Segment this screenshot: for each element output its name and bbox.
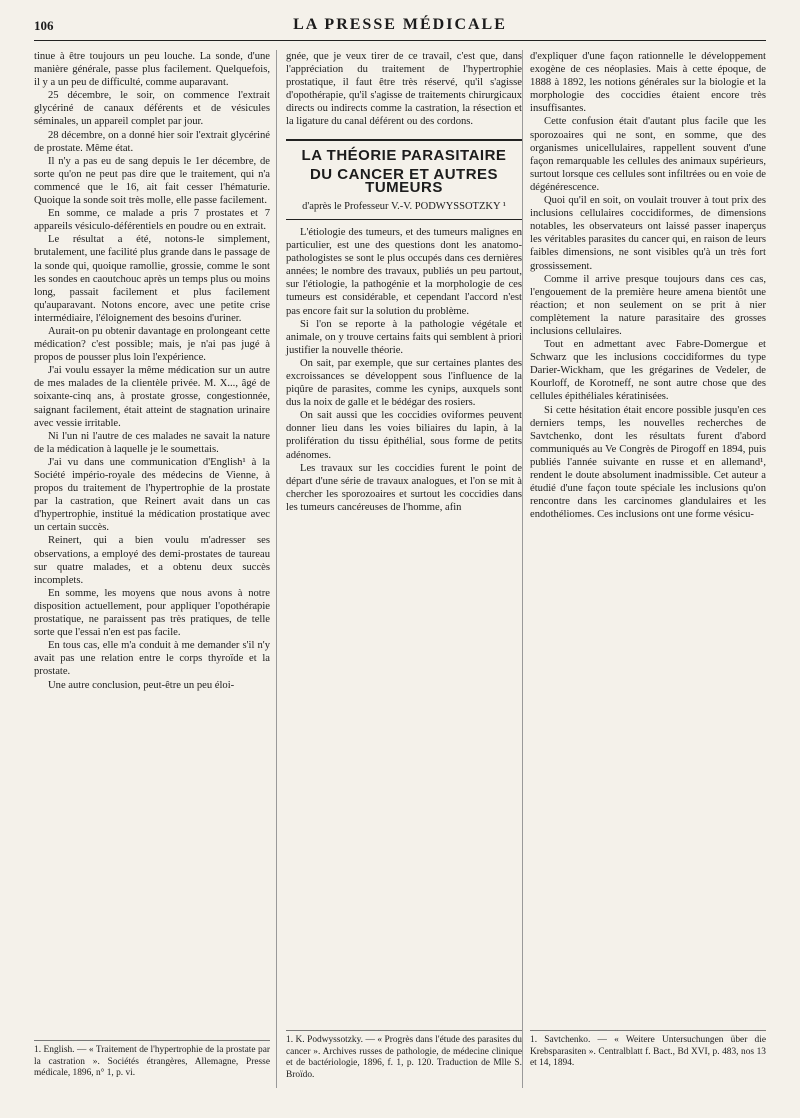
paragraph: Il n'y a pas eu de sang depuis le 1er décembre, de sorte qu'on ne peut pas dire que le traitement, qui n'a commencé que le 16, ait fait cesser l'hématurie. Quoique la sonde soit très molle, elle passe facilement. — [34, 155, 270, 207]
column-left — [34, 50, 270, 692]
paragraph: 28 décembre, on a donné hier soir l'extrait glycériné de prostate. Même état. — [34, 129, 270, 154]
paragraph: Tout en admettant avec Fabre-Domergue et Schwarz que les inclusions coccidiformes du type Darier-Wickham, que les grégarines de Vedeler, de Kourloff, de Korotneff, ne sont autre chose que des cellules épithéliales kératinisées. — [530, 339, 766, 403]
paragraph: J'ai voulu essayer la même médication sur un autre de mes malades de la clientèle privée. M. X..., âgé de soixante-cinq ans, à prostate grosse, congestionnée, saignant facilement, était atteint de stagnation urinaire avec vessie irritable. — [34, 365, 270, 429]
paragraph: On sait, par exemple, que sur certaines plantes des excroissances se développent sous l'influence de la piqûre de parasites, comme les cynips, auxquels sont dus la noix de galle et le bédégar des rosiers. — [286, 357, 522, 409]
paragraph: Une autre conclusion, peut-être un peu éloi- — [48, 679, 235, 691]
paragraph: Le résultat a été, notons-le simplement, brutalement, une facilité plus grande dans le passage de la sonde qui, quoique ramollie, grossie, comme le sont les sondes en caoutchouc après un temps plus ou moins long, passait facilement et plus facilement qu'auparavant. Notons encore, avec une petite crise intermédiaire, l'éloignement des besoins d'uriner. — [34, 234, 270, 324]
paragraph: Quoi qu'il en soit, on voulait trouver à tout prix des inclusions cellulaires coccidiformes, de dimensions notables, les observateurs ont laissé passer inaperçus les véritables parasites du cancer qui, en raison de leurs faibles dimensions, ne sont visibles qu'à un très fort grossissement. — [530, 195, 766, 272]
footnote-right: 1. Savtchenko. — « Weitere Untersuchungen über die Krebsparasiten ». Centralblatt f. Bact., Bd XVI, p. 483, nos 13 et 14, 1894. — [530, 1030, 766, 1070]
article-byline: d'après le Professeur V.-V. PODWYSSOTZKY ¹ — [302, 200, 506, 212]
paragraph: gnée, que je veux tirer de ce travail, c'est que, dans l'appréciation du traitement de l'hypertrophie prostatique, il faut être très réservé, qu'il s'agisse d'opothérapie, qu'il s'agisse de traitements chirurgicaux directs ou indirects comme la castration, la résection et la ligature du canal déférent ou des cordons. — [286, 51, 522, 128]
page-header — [34, 14, 766, 41]
footnote-left: 1. English. — « Traitement de l'hypertrophie de la prostate par la castration ». Sociétés étrangères, Allemagne, Presse médicale, 1896, n° 1, p. vi. — [34, 1040, 270, 1080]
paragraph: Si cette hésitation était encore possible jusqu'en ces derniers temps, les nouvelles recherches de Savtchenko, dont les résultats furent d'abord communiqués au Ve Congrès de Pirogoff en 1894, puis publiés l'année suivante en russe et en allemand¹, rendent le doute absolument inadmissible. Cet auteur a étudié d'une façon toute spéciale les inclusions qu'on rencontre dans les carcinomes glandulaires et les endothéliomes. Ces inclusions ont une forme vésicu- — [530, 404, 766, 521]
paragraph: On sait aussi que les coccidies oviformes peuvent donner lieu dans les voies biliaires du lapin, à la prolifération du tissu épithélial, sous forme de petits adénomes. — [286, 410, 522, 461]
paragraph: d'expliquer d'une façon rationnelle le développement exogène de ces néoplasies. Mais à cette époque, de 1888 à 1892, les notions générales sur la biologie et la morphologie des coccidies étaient encore très insuffisantes. — [530, 51, 766, 115]
column-right — [530, 50, 766, 521]
paragraph: En somme, les moyens que nous avons à notre disposition actuellement, pour appliquer l'opothérapie prostatique, ne paraissent pas très pratiques, de telle sorte que l'essai n'en est pas facile. — [34, 587, 270, 639]
column-divider — [276, 50, 277, 1088]
paragraph: J'ai vu dans une communication d'English¹ à la Société império-royale des médecins de Vienne, à propos du traitement de l'hypertrophie de la prostate par la castration, que Reinert avait dans un cas d'hypertrophie, institué la médication prostatique avec un certain succès. — [34, 456, 270, 534]
column-middle — [286, 50, 522, 514]
paragraph: Comme il arrive presque toujours dans ces cas, l'engouement de la première heure amena bientôt une réaction; et non seulement on se prit à nier complètement la nature parasitaire des grosses inclusions cellulaires. — [530, 273, 766, 337]
running-title: LA PRESSE MÉDICALE — [293, 16, 507, 33]
paragraph: En somme, ce malade a pris 7 prostates et 7 appareils vésiculo-déférentiels en poudre ou en extrait. — [34, 208, 270, 233]
paragraph: Ni l'un ni l'autre de ces malades ne savait la nature de la médication à laquelle je le soumettais. — [34, 430, 270, 455]
paragraph: tinue à être toujours un peu louche. La sonde, d'une manière générale, passe plus facilement. Quelquefois, il y a un peu de difficulté, comme auparavant. — [34, 51, 270, 89]
footnote-middle: 1. K. Podwyssotzky. — « Progrès dans l'étude des parasites du cancer ». Archives russes de pathologie, de médecine clinique et de bactériologie, 1896, f. 1, p. 120. Traduction de Mlle S. Broïdo. — [286, 1030, 522, 1081]
article-title-line2: DU CANCER ET AUTRES TUMEURS — [309, 165, 499, 196]
paragraph: En tous cas, elle m'a conduit à me demander s'il n'y avait pas une relation entre le corps thyroïde et la prostate. — [34, 640, 270, 678]
paragraph: Cette confusion était d'autant plus facile que les sporozoaires qui ne sont, en somme, que des organismes unicellulaires, rappellent souvent d'une façon remarquable les cellules des animaux supérieurs, surtout lorsque ces cellules sont infiltrées ou en voie de dégénérescence. — [530, 116, 766, 193]
paragraph: Reinert, qui a bien voulu m'adresser ses observations, a employé des demi-prostates de taureau sur quatre malades, et a obtenu deux succès incomplets. — [34, 535, 270, 586]
article-title-line1: LA THÉORIE PARASITAIRE — [301, 146, 507, 164]
column-divider — [522, 50, 523, 1088]
paragraph: Aurait-on pu obtenir davantage en prolongeant cette médication? c'est possible; mais, je n'ai pas jugé à propos de pousser plus loin l'expérience. — [34, 325, 270, 364]
page-number: 106 — [34, 18, 54, 33]
article-title-block — [286, 139, 522, 220]
paragraph: L'étiologie des tumeurs, et des tumeurs malignes en particulier, est une des questions dont les anatomo-pathologistes se sont le plus occupés dans ces dernières années; le nombre des travaux, publiés un peu partout, sur l'étiologie, la pathogénie et la morphologie de ces tumeurs est considérable, et cependant l'accord n'est pas encore fait sur la solution du problème. — [286, 226, 522, 317]
paragraph: Si l'on se reporte à la pathologie végétale et animale, on y trouve certains faits qui semblent à priori justifier la nouvelle théorie. — [286, 318, 522, 356]
paragraph: Les travaux sur les coccidies furent le point de départ d'une série de travaux analogues, et l'on se mit à chercher les sporozoaires et surtout les coccidies dans les tumeurs cancéreuses de l'homme, afin — [286, 462, 522, 513]
paragraph: 25 décembre, le soir, on commence l'extrait glycériné de canaux déférents et de vésicules séminales, un appareil complet par jour. — [34, 90, 270, 128]
